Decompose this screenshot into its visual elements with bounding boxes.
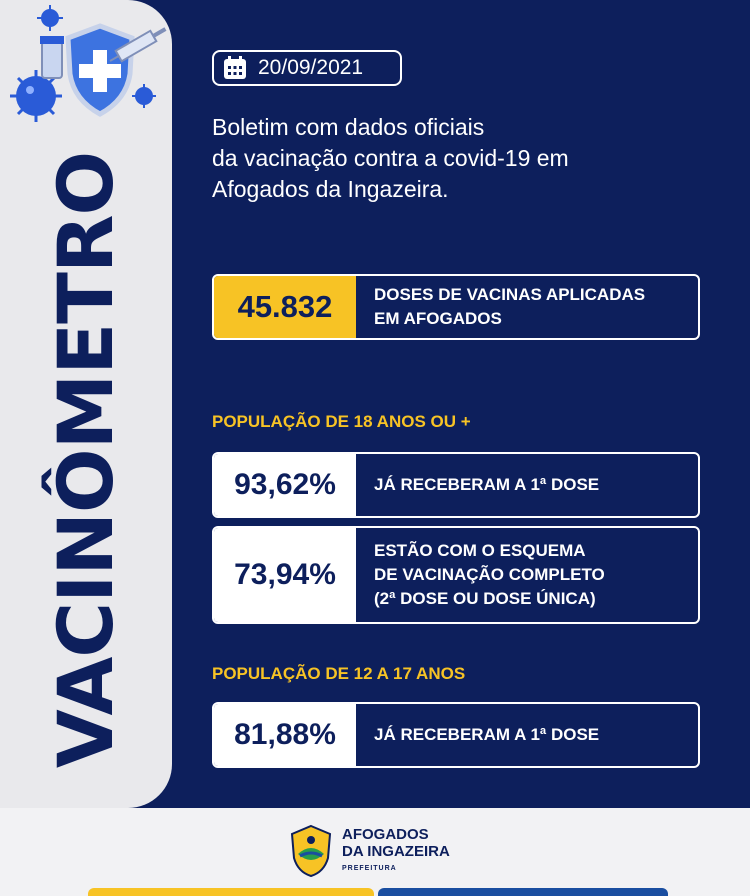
adults-complete-value: 73,94% <box>214 528 356 622</box>
bottom-bar-yellow <box>88 888 374 896</box>
date-badge <box>212 50 402 86</box>
teens-first-dose-value: 81,88% <box>214 704 356 766</box>
intro-line: da vacinação contra a covid-19 em <box>212 145 569 171</box>
logo-subtitle: PREFEITURA <box>342 864 397 872</box>
bottom-bar-blue <box>378 888 668 896</box>
teens-first-dose-label <box>356 704 599 766</box>
adults-complete-box <box>212 526 700 624</box>
adults-complete-label <box>356 528 605 622</box>
adults-complete-label-line: (2ª DOSE OU DOSE ÚNICA) <box>374 589 596 608</box>
vacinometro-title: VACINÔMETRO <box>41 151 130 769</box>
city-emblem-icon <box>288 824 334 878</box>
calendar-icon <box>222 55 248 81</box>
logo-line: AFOGADOS <box>342 825 429 843</box>
intro-line: Afogados da Ingazeira. <box>212 176 449 202</box>
doses-value: 45.832 <box>214 276 356 338</box>
logo-line: DA INGAZEIRA <box>342 842 450 860</box>
doses-box <box>212 274 700 340</box>
logo-text <box>342 826 450 877</box>
side-panel <box>0 0 172 808</box>
teens-first-dose-box <box>212 702 700 768</box>
adults-first-dose-box <box>212 452 700 518</box>
date-text: 20/09/2021 <box>258 56 364 79</box>
intro-line: Boletim com dados oficiais <box>212 114 485 140</box>
adults-first-dose-label <box>356 454 599 516</box>
vaccine-shield-icon <box>8 0 170 130</box>
prefeitura-logo <box>288 824 450 878</box>
teens-section-title: POPULAÇÃO DE 12 A 17 ANOS <box>212 664 466 683</box>
intro-text <box>212 112 712 205</box>
adults-first-dose-value: 93,62% <box>214 454 356 516</box>
doses-label-line: DOSES DE VACINAS APLICADAS <box>374 285 646 304</box>
doses-label-line: EM AFOGADOS <box>374 309 502 328</box>
adults-complete-label-line: ESTÃO COM O ESQUEMA <box>374 541 586 560</box>
adults-section-title: POPULAÇÃO DE 18 ANOS OU + <box>212 412 471 431</box>
doses-label <box>356 276 645 338</box>
adults-first-dose-label-text: JÁ RECEBERAM A 1ª DOSE <box>374 475 600 494</box>
teens-first-dose-label-text: JÁ RECEBERAM A 1ª DOSE <box>374 725 600 744</box>
adults-complete-label-line: DE VACINAÇÃO COMPLETO <box>374 565 605 584</box>
